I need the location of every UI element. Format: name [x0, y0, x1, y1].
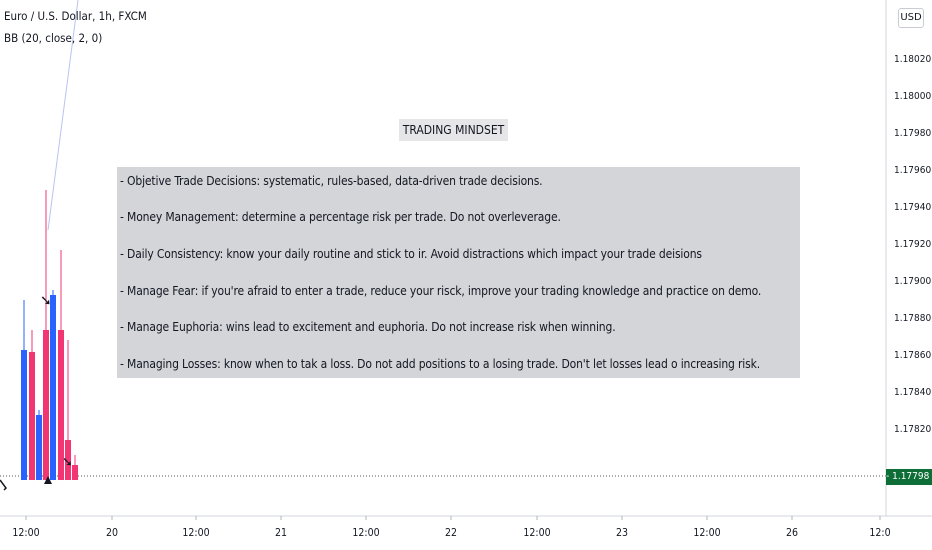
price-axis-label: 1.17940: [894, 202, 932, 213]
price-axis-label: 1.17920: [894, 239, 932, 250]
candles-group: [21, 190, 78, 480]
time-axis-label: 23: [615, 527, 629, 539]
mindset-line-euphoria: - Manage Euphoria: wins lead to excitement and euphoria. Do not increase risk when winning.: [120, 320, 616, 334]
mindset-line-fear: - Manage Fear: if you're afraid to enter a trade, reduce your risck, improve your trading knowledge and practice on demo.: [120, 284, 762, 298]
symbol-legend[interactable]: Euro / U.S. Dollar, 1h, FXCM: [4, 9, 147, 23]
price-axis-label: 1.18000: [894, 91, 932, 102]
mindset-title[interactable]: TRADING MINDSET: [399, 119, 508, 141]
price-axis-label: 1.17860: [894, 350, 932, 361]
time-axis-label: 26: [785, 527, 799, 539]
mindset-line-money: - Money Management: determine a percentage risk per trade. Do not overleverage.: [120, 210, 561, 224]
time-axis-label: 22: [444, 527, 458, 539]
price-axis-label: 1.17900: [894, 276, 932, 287]
price-axis-label: 1.17820: [894, 424, 932, 435]
time-axis-label: 12:00: [12, 527, 40, 539]
mindset-line-losses: - Managing Losses: know when to tak a loss. Do not add positions to a losing trade. Don't let losses lead o increasing risk.: [120, 357, 761, 371]
indicator-legend[interactable]: BB (20, close, 2, 0): [4, 31, 103, 45]
candle-body: [21, 350, 27, 480]
down-arrow-marker: ➘: [62, 455, 73, 470]
candle-body: [36, 415, 42, 480]
mindset-line-consistency: - Daily Consistency: know your daily routine and stick to ir. Avoid distractions which impact your trade deisions: [120, 247, 702, 261]
cursor-arrow-icon: [0, 480, 6, 490]
down-arrow-marker: ➘: [40, 293, 52, 309]
time-axis-label: 12:00: [352, 527, 380, 539]
current-price-value: 1.17798: [892, 471, 930, 482]
time-axis-label: 21: [274, 527, 288, 539]
mindset-text-box[interactable]: [117, 167, 800, 378]
mindset-line-objective: - Objetive Trade Decisions: systematic, rules-based, data-driven trade decisions.: [120, 174, 543, 188]
price-axis-label: 1.17880: [894, 313, 932, 324]
current-price-badge: [886, 469, 932, 485]
currency-button[interactable]: USD: [898, 8, 924, 28]
time-axis-label: 12:00: [693, 527, 721, 539]
time-axis-label: 20: [105, 527, 119, 539]
time-axis-label: 12:00: [523, 527, 551, 539]
time-axis-ticks: [26, 516, 880, 520]
price-axis-label: 1.17980: [894, 128, 932, 139]
current-price-dash: -: [886, 471, 893, 482]
price-axis-label: 1.17960: [894, 165, 932, 176]
candle-body: [43, 330, 49, 480]
candle-body: [29, 352, 35, 480]
price-axis-label: 1.17840: [894, 387, 932, 398]
time-axis-label: 12:00: [182, 527, 210, 539]
price-axis-label: 1.18020: [894, 54, 932, 65]
time-axis-label: 12:0: [869, 527, 891, 539]
candle-body: [50, 295, 56, 480]
